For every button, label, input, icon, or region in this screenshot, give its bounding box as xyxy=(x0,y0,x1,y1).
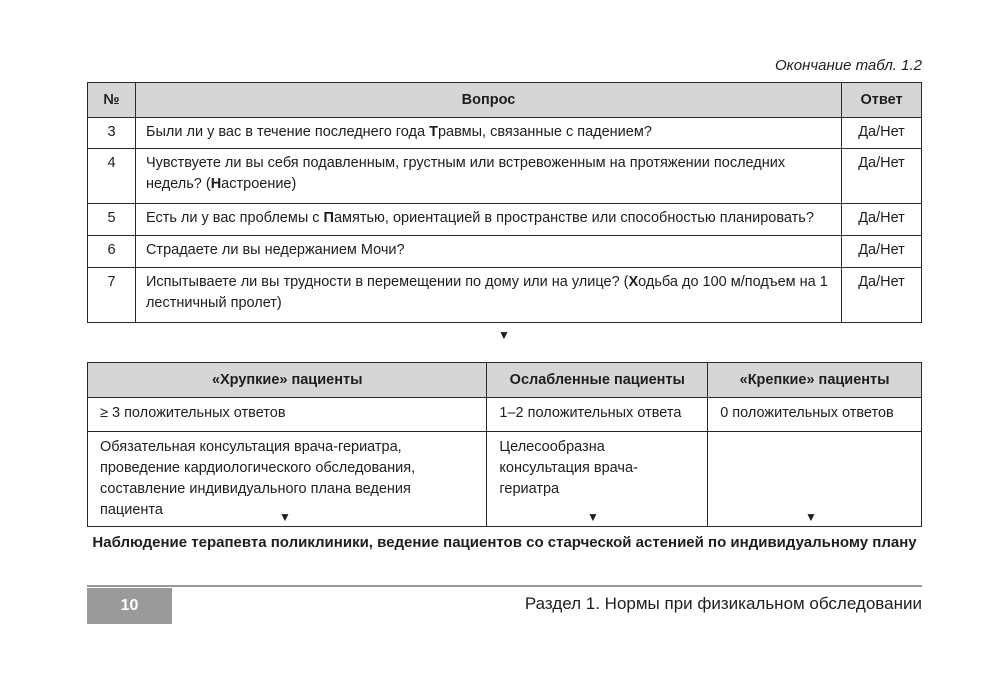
down-arrow-icon: ▼ xyxy=(805,510,817,524)
header-strong-patients: «Крепкие» пациенты xyxy=(708,363,922,398)
row-number: 7 xyxy=(88,268,136,323)
table-caption: Окончание табл. 1.2 xyxy=(775,57,922,74)
row-question xyxy=(135,149,841,204)
frail-count: ≥ 3 положительных ответов xyxy=(88,398,487,432)
row-question xyxy=(135,236,841,268)
down-arrow-icon: ▼ xyxy=(498,328,510,342)
table-row xyxy=(88,118,922,149)
row-question xyxy=(135,268,841,323)
row-question xyxy=(135,118,841,149)
row-answer: Да/Нет xyxy=(842,149,922,204)
question-text-end: одьба до 100 м/подъем на 1 лестничный пролет) xyxy=(145,274,828,311)
down-arrow-icon: ▼ xyxy=(279,510,291,524)
question-text-end: амятью, ориентацией в пространстве или способностью планировать? xyxy=(333,210,814,226)
footer-divider xyxy=(87,585,922,587)
questionnaire-table xyxy=(87,82,922,323)
question-text-start: Чувствуете ли вы себя подавленным, грустным или встревоженным на протяжении последних недель? ( xyxy=(145,155,786,192)
question-text-start: Страдаете ли вы недержанием Мочи? xyxy=(145,242,405,258)
table-row xyxy=(88,268,922,323)
row-number: 3 xyxy=(88,118,136,149)
row-number: 5 xyxy=(88,204,136,236)
question-key-letter: П xyxy=(323,210,334,226)
section-title: Раздел 1. Нормы при физикальном обследовании xyxy=(524,594,922,613)
row-question xyxy=(135,204,841,236)
table-header-row xyxy=(88,363,922,398)
row-answer: Да/Нет xyxy=(842,204,922,236)
strong-count: 0 положительных ответов xyxy=(708,398,922,432)
conclusion-text: Наблюдение терапевта поликлиники, ведение пациентов со старческой астенией по индивидуальному плану xyxy=(92,534,917,551)
header-frail-patients: «Хрупкие» пациенты xyxy=(88,363,487,398)
row-answer: Да/Нет xyxy=(842,118,922,149)
page-number: 10 xyxy=(87,588,172,624)
question-text-start: Испытываете ли вы трудности в перемещении по дому или на улице? ( xyxy=(145,274,629,290)
row-number: 6 xyxy=(88,236,136,268)
table-row xyxy=(88,432,922,527)
weak-count: 1–2 положительных ответа xyxy=(487,398,708,432)
header-num: № xyxy=(88,83,136,118)
question-text-end: равмы, связанные с падением? xyxy=(437,124,652,140)
table-row xyxy=(88,236,922,268)
question-text-end: астроение) xyxy=(221,176,297,192)
header-weak-patients: Ослабленные пациенты xyxy=(487,363,708,398)
weak-action: Целесообразна консультация врача-гериатра xyxy=(487,432,708,527)
row-answer: Да/Нет xyxy=(842,236,922,268)
patient-category-table xyxy=(87,362,922,527)
table-row xyxy=(88,398,922,432)
row-number: 4 xyxy=(88,149,136,204)
table-row xyxy=(88,204,922,236)
header-question: Вопрос xyxy=(135,83,841,118)
row-answer: Да/Нет xyxy=(842,268,922,323)
question-key-letter: Н xyxy=(210,176,222,192)
frail-action: Обязательная консультация врача-гериатра, проведение кардиологического обследования, составление индивидуального плана ведения пациента xyxy=(88,432,487,527)
down-arrow-icon: ▼ xyxy=(587,510,599,524)
question-key-letter: Х xyxy=(628,274,639,290)
question-key-letter: Т xyxy=(429,124,438,140)
table-row xyxy=(88,149,922,204)
question-text-start: Были ли у вас в течение последнего года xyxy=(145,124,430,140)
header-answer: Ответ xyxy=(842,83,922,118)
question-text-start: Есть ли у вас проблемы с xyxy=(145,210,324,226)
table-header-row xyxy=(88,83,922,118)
